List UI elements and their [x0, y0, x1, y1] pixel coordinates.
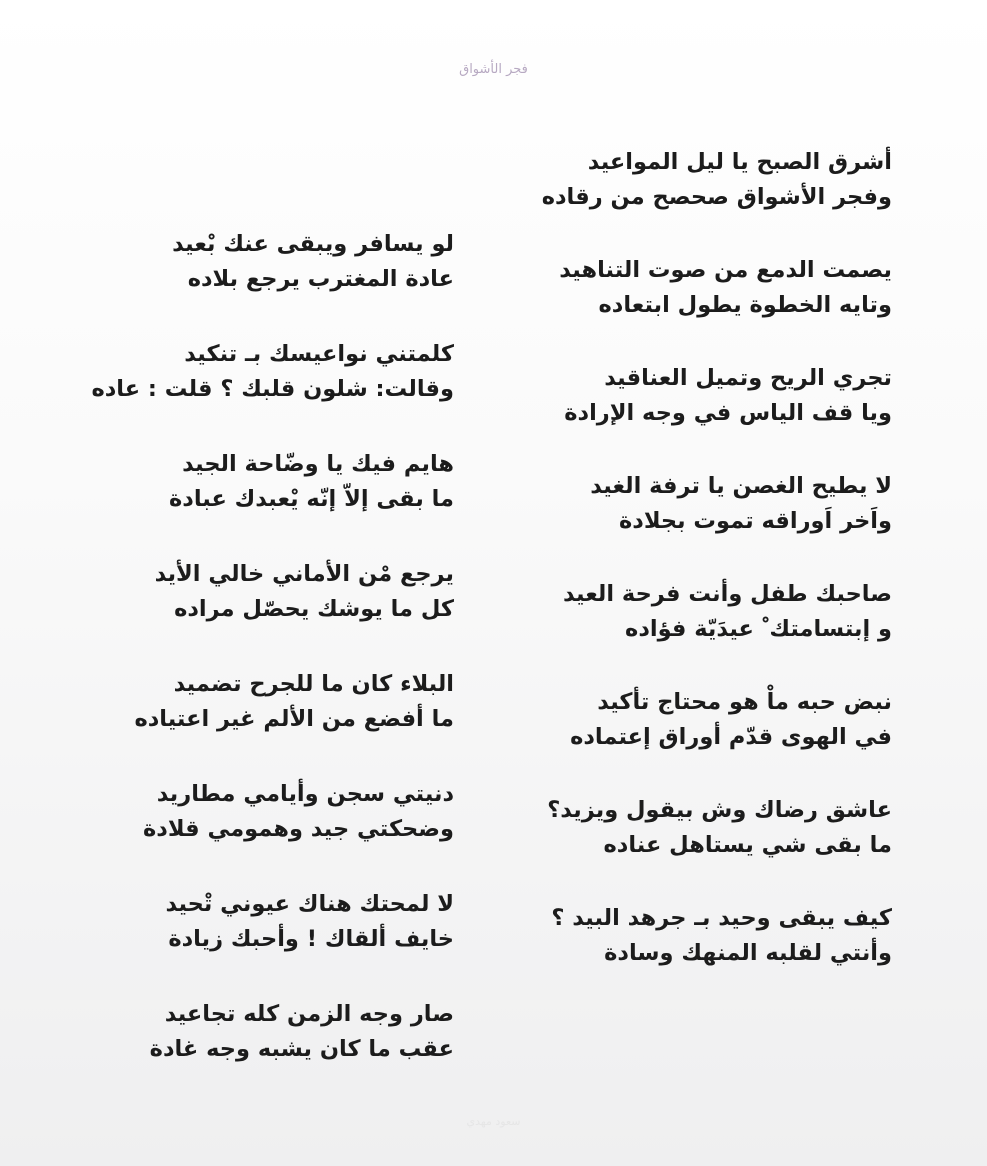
stanza [532, 793, 892, 901]
poem-column-left [91, 227, 454, 1107]
verse-line: البلاء كان ما للجرح تضميد [173, 671, 454, 697]
verse-line: وقالت: شلون قلبك ؟ قلت : عاده [91, 376, 454, 402]
verse-line: ما بقى شي يستاهل عناده [603, 832, 892, 858]
stanza [532, 469, 892, 577]
verse-line: لو يسافر ويبقى عنك بْعيد [172, 231, 454, 257]
verse-line: يرجع مْن الأماني خالي الأيد [154, 561, 454, 587]
stanza [94, 887, 454, 997]
verse-line: كل ما يوشك يحصّل مراده [174, 596, 454, 622]
stanza [94, 227, 454, 337]
verse-line: هايم فيك يا وضّاحة الجيد [182, 451, 454, 477]
stanza [94, 777, 454, 887]
stanza [532, 361, 892, 469]
verse-line: عاشق رضاك وش بيقول ويزيد؟ [547, 797, 892, 823]
verse-line: يصمت الدمع من صوت التناهيد [559, 257, 892, 283]
verse-line: ما بقى إلاّ إنّه يْعبدك عبادة [168, 486, 454, 512]
stanza [532, 685, 892, 793]
verse-line: أشرق الصبح يا ليل المواعيد [587, 149, 892, 175]
verse-line: لا يطيح الغصن يا ترفة الغيد [590, 473, 892, 499]
stanza [532, 577, 892, 685]
stanza [532, 253, 892, 361]
verse-line: كيف يبقى وحيد بـ جرهد البيد ؟ [551, 905, 892, 931]
verse-line: واَخر اَوراقه تموت بجلادة [619, 508, 892, 534]
stanza [532, 145, 892, 253]
verse-line: وفجر الأشواق صحصح من رقاده [541, 184, 892, 210]
stanza [94, 447, 454, 557]
verse-line: دنيتي سجن وأيامي مطاريد [156, 781, 454, 807]
stanza [94, 557, 454, 667]
verse-line: عادة المغترب يرجع بلاده [187, 266, 454, 292]
stanza [94, 997, 454, 1107]
verse-line: وأنتي لقلبه المنهك وسادة [604, 940, 892, 966]
verse-line: ويا قف الياس في وجه الإرادة [564, 400, 892, 426]
author-signature: سعود مهدي [466, 1115, 521, 1128]
verse-line: كلمتني نواعيسك بـ تنكيد [184, 341, 454, 367]
verse-line: تجري الريح وتميل العناقيد [604, 365, 892, 391]
stanza [94, 667, 454, 777]
verse-line: عقب ما كان يشبه وجه غادة [149, 1036, 454, 1062]
verse-line: نبض حبه ماْ هو محتاج تأكيد [597, 689, 892, 715]
verse-line: و إبتسامتك ْ عيدَيّة فؤاده [625, 616, 892, 642]
poem-title: فجر الأشواق [459, 62, 528, 77]
verse-line: خايف ألقاك ! وأحبك زيادة [168, 926, 454, 952]
stanza [532, 901, 892, 1009]
verse-line: صاحبك طفل وأنت فرحة العيد [563, 581, 892, 607]
verse-line: وتايه الخطوة يطول ابتعاده [598, 292, 892, 318]
verse-line: صار وجه الزمن كله تجاعيد [164, 1001, 454, 1027]
verse-line: لا لمحتك هناك عيوني تْحيد [165, 891, 454, 917]
poem-column-right [532, 145, 892, 1009]
verse-line: ما أفضع من الألم غير اعتياده [134, 706, 454, 732]
verse-line: في الهوى قدّم أوراق إعتماده [570, 724, 892, 750]
stanza [91, 337, 454, 447]
verse-line: وضحكتي جيد وهمومي قلادة [143, 816, 454, 842]
